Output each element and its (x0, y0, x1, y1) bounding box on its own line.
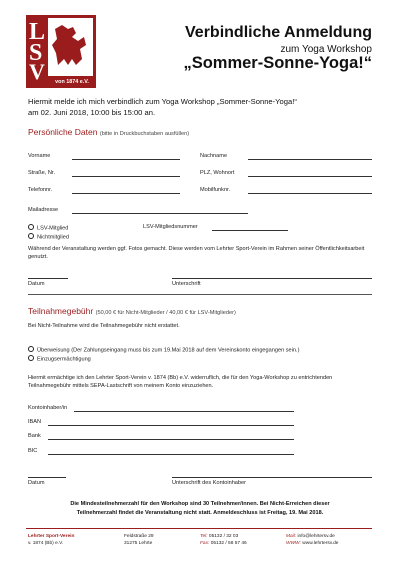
footer-org (28, 533, 74, 547)
fee-heading (28, 306, 236, 316)
bic-label: BIC (28, 448, 38, 454)
footer-city: 31275 Lehrte (124, 541, 153, 546)
svg-text:L: L (29, 19, 46, 45)
intro-line-2: am 02. Juni 2018, 10:00 bis 15:00 an. (28, 108, 156, 117)
footer-org-suffix: v. 1874 (Bb) e.V. (28, 541, 64, 546)
footer-www[interactable]: www.lehrtersv.de (302, 541, 339, 546)
deadline-notice (0, 500, 400, 518)
footer-mail[interactable]: info@lehrtersv.de (297, 534, 335, 539)
logo-tagline: von 1874 e.V. (55, 79, 89, 85)
lsv-nr-label: LSV-Mitgliedsnummer (143, 224, 198, 230)
bank-field[interactable] (48, 439, 294, 440)
mobil-label: Mobilfunknr. (200, 187, 231, 193)
notice-line-1: Die Mindesteilnehmerzahl für den Workshop sind 30 Teilnehmer/innen. Bei Nicht-Erreichen dieser (70, 501, 330, 507)
footer-tel: 05132 / 32 03 (208, 534, 239, 539)
datum-field-1[interactable] (28, 278, 68, 279)
datum-field-2[interactable] (28, 477, 66, 478)
svg-text:V: V (29, 59, 45, 84)
non-member-option-label: Nichtmitglied (37, 234, 70, 241)
bic-field[interactable] (48, 454, 294, 455)
photo-notice: Während der Veranstaltung werden ggf. Fotos gemacht. Diese werden vom Lehrter Sport-Verein im Rahmen seiner Öffentlichkeitsarbeit genutzt. (28, 246, 365, 260)
personal-heading-text: Persönliche Daten (28, 127, 98, 137)
signature-field-2[interactable] (172, 477, 372, 478)
plz-label: PLZ, Wohnort (200, 170, 235, 176)
member-radio-icon[interactable] (28, 224, 34, 230)
footer-org-name: Lehrter Sport-Verein (28, 534, 75, 539)
nachname-label: Nachname (200, 153, 228, 159)
debit-option-label: Einzugsermächtigung (37, 356, 91, 363)
personal-data-heading (28, 127, 189, 137)
transfer-option[interactable] (28, 346, 299, 354)
member-option[interactable] (28, 224, 68, 232)
mail-label: Mailadresse (28, 207, 59, 213)
debit-radio-icon[interactable] (28, 355, 34, 361)
section-divider (28, 294, 372, 295)
bank-label: Bank (28, 433, 41, 439)
fee-heading-note: (50,00 € für Nicht-Mitglieder / 40,00 € für LSV-Mitglieder) (95, 310, 236, 316)
sepa-mandate: Hiermit ermächtige ich den Lehrter Sport-Verein v. 1874 (Bb) e.V. widerruflich, die für den Yoga-Workshop zu entrichtenden Teilnahmegebühr mittels SEPA-Lastschrift von meinem Konto einzuziehen. (28, 375, 333, 389)
intro-text (28, 96, 378, 118)
datum-label-2: Datum (28, 480, 45, 486)
footer-contact (286, 533, 338, 547)
telefon-label: Telefonnr. (28, 187, 53, 193)
form-title: Verbindliche Anmeldung (185, 24, 372, 41)
footer-www-label: WWW: (286, 541, 301, 546)
plz-field[interactable] (248, 176, 372, 177)
footer-rule (26, 528, 372, 529)
strasse-field[interactable] (72, 176, 180, 177)
svg-text:S: S (29, 40, 43, 66)
vorname-field[interactable] (72, 159, 180, 160)
footer-fax-label: Fax: (200, 541, 210, 546)
footer-address (124, 533, 154, 547)
fee-heading-text: Teilnahmegebühr (28, 306, 94, 316)
vorname-label: Vorname (28, 153, 51, 159)
kontoinhaber-field[interactable] (74, 411, 294, 412)
transfer-option-label: Überweisung (Der Zahlungseingang muss bis zum 19.Mai 2018 auf dem Vereinskonto eingegangen sein.) (37, 347, 300, 354)
kontoinhaber-label: Kontoinhaber/in (28, 405, 68, 411)
mobil-field[interactable] (248, 193, 372, 194)
lsv-nr-field[interactable] (212, 230, 288, 231)
signature-field-1[interactable] (172, 278, 372, 279)
debit-option[interactable] (28, 355, 91, 363)
form-subtitle: zum Yoga Workshop (280, 44, 372, 55)
event-name: „Sommer-Sonne-Yoga!“ (183, 54, 372, 72)
footer-fax: 05132 / 58 57 46 (210, 541, 247, 546)
nachname-field[interactable] (248, 159, 372, 160)
iban-label: IBAN (28, 419, 42, 425)
member-option-label: LSV-Mitglied (37, 225, 69, 232)
telefon-field[interactable] (72, 193, 180, 194)
footer-mail-label: Mail: (286, 534, 297, 539)
signature-label-1: Unterschrift (172, 281, 201, 287)
club-logo (26, 15, 96, 88)
footer-phone (200, 533, 247, 547)
non-member-radio-icon[interactable] (28, 233, 34, 239)
notice-line-2: Teilnehmerzahl findet die Veranstaltung nicht statt. Anmeldeschluss ist Freitag, 19. Mai 2018. (76, 510, 324, 516)
transfer-radio-icon[interactable] (28, 346, 34, 352)
datum-label-1: Datum (28, 281, 45, 287)
footer-tel-label: Tel: (200, 534, 208, 539)
iban-field[interactable] (48, 425, 294, 426)
personal-heading-note: (bitte in Druckbuchstaben ausfüllen) (99, 131, 190, 137)
refund-note: Bei Nicht-Teilnahme wird die Teilnahmegebühr nicht erstattet. (28, 323, 180, 329)
strasse-label: Straße, Nr. (28, 170, 56, 176)
non-member-option[interactable] (28, 233, 69, 241)
mail-field[interactable] (72, 213, 248, 214)
intro-line-1: Hiermit melde ich mich verbindlich zum Yoga Workshop „Sommer-Sonne-Yoga!“ (28, 97, 297, 106)
footer-street: Feldstraße 29 (124, 534, 154, 539)
signature-label-2: Unterschrift des Kontoinhaber (172, 480, 247, 486)
